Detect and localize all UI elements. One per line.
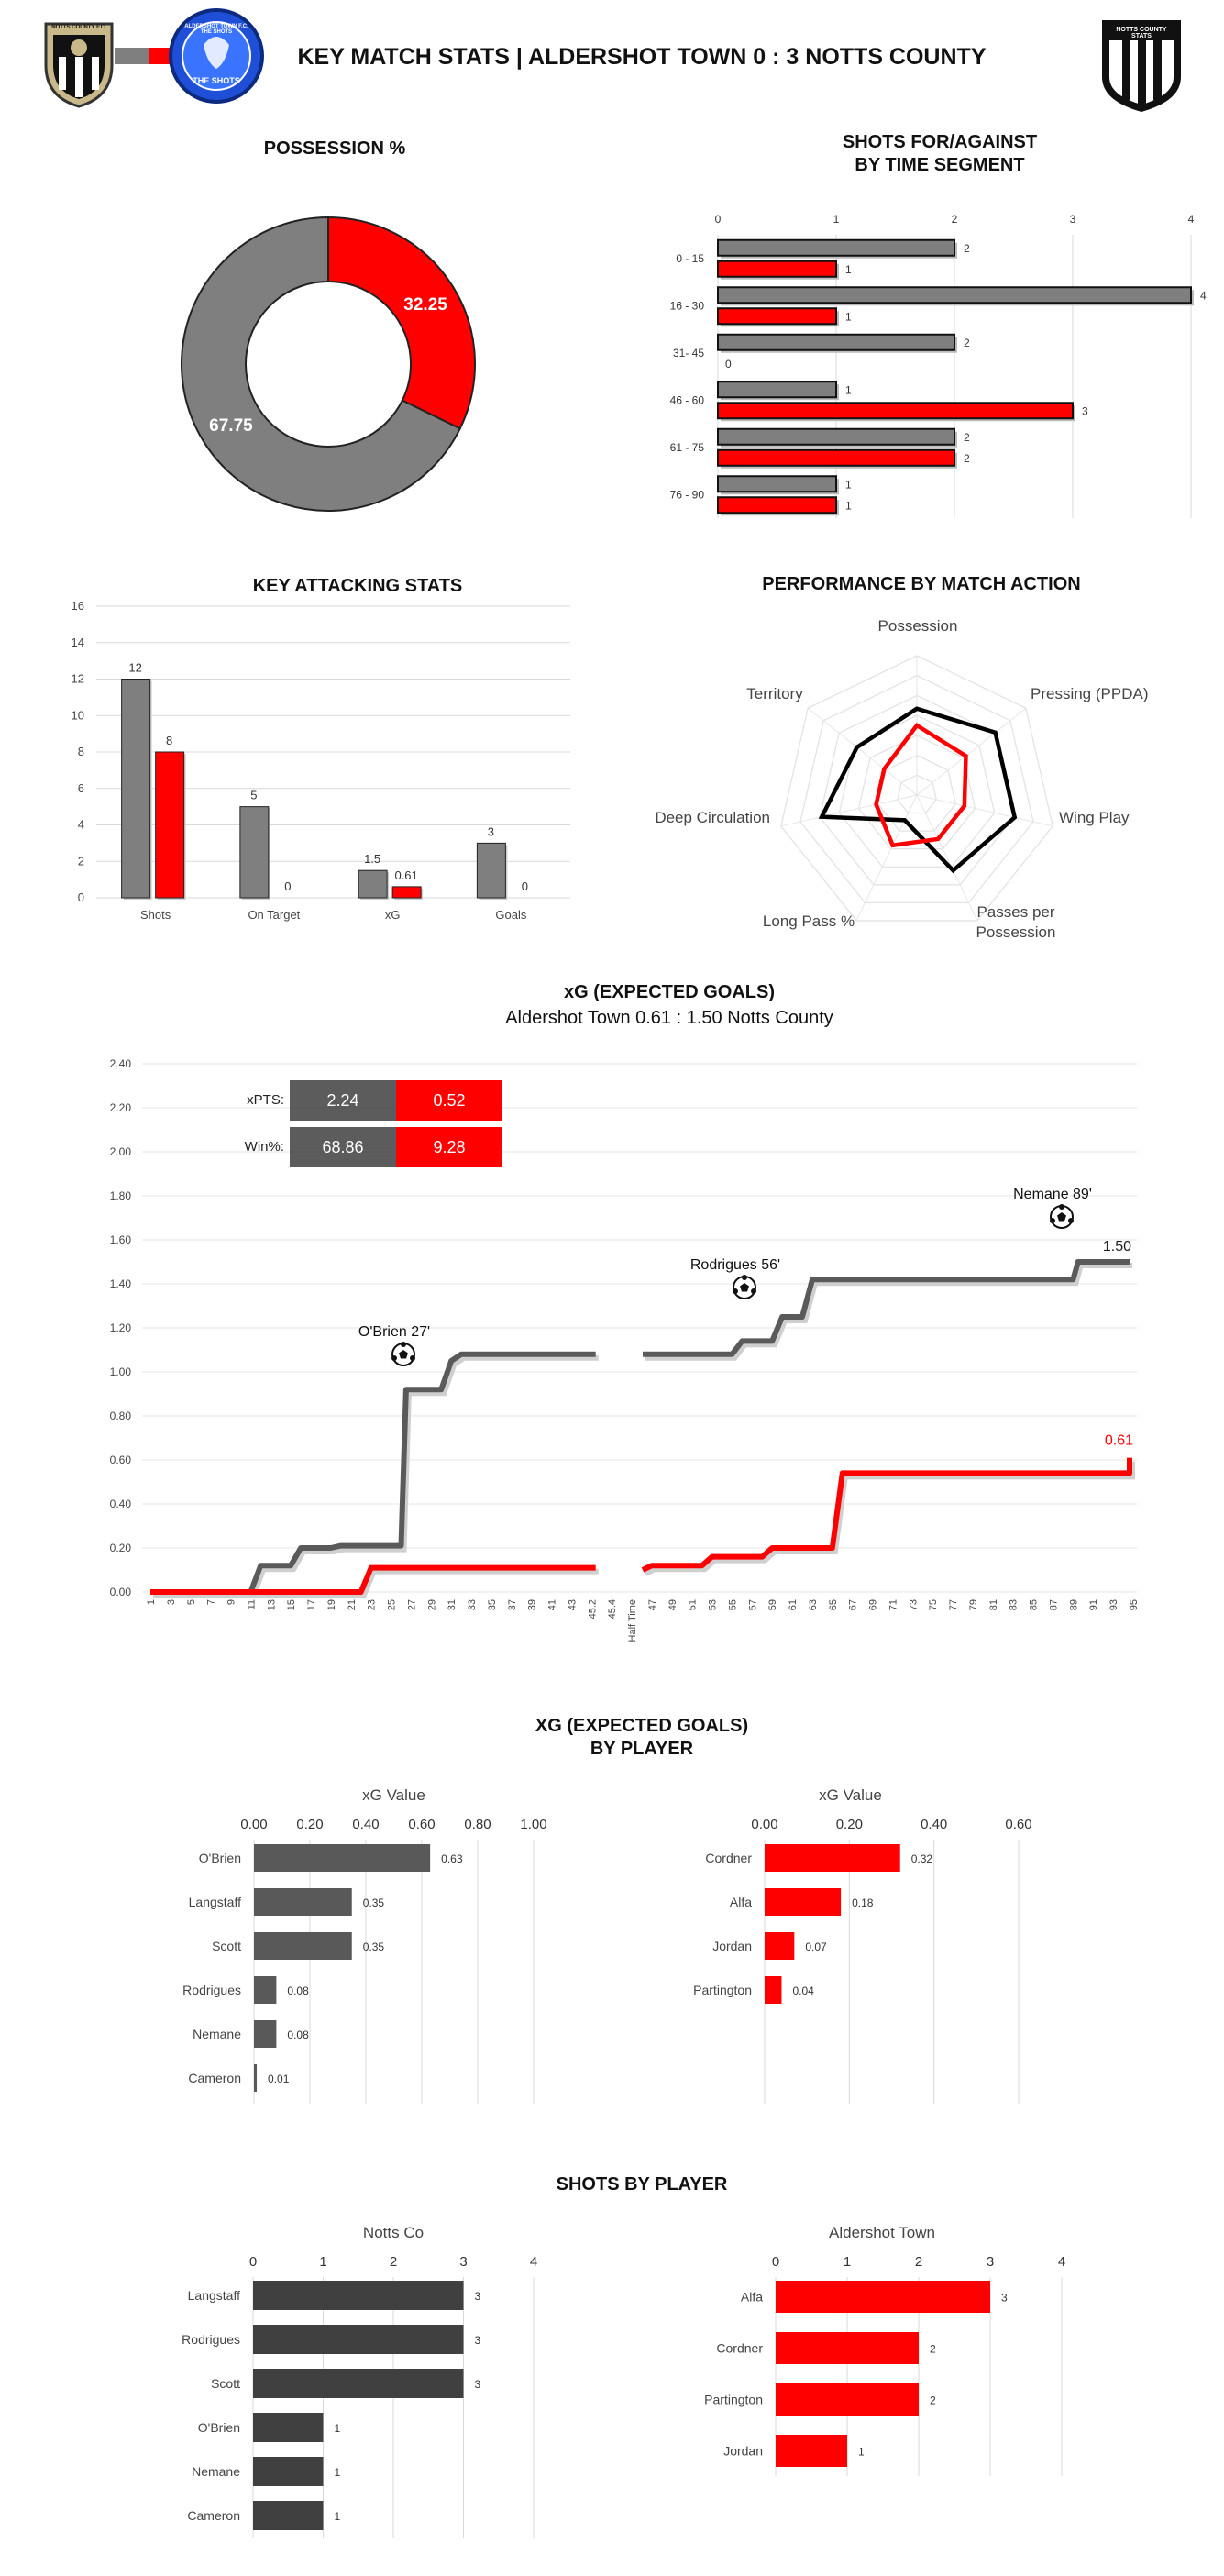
category-label: Cordner (716, 2340, 763, 2356)
tick-label: 77 (948, 1599, 960, 1611)
tick-label: 1 (146, 1599, 157, 1606)
tick-label: 1.40 (109, 1277, 131, 1290)
data-label: 1 (334, 2422, 341, 2435)
data-label: 2 (964, 241, 970, 255)
tick-label: 2 (77, 854, 84, 868)
tick-label: 2 (389, 2254, 398, 2270)
tick-label: 0.00 (751, 1817, 778, 1832)
table-value: 9.28 (433, 1138, 466, 1156)
chart-title: SHOTS BY PLAYER (556, 2174, 728, 2195)
tick-label: 2.40 (109, 1057, 131, 1070)
tick-label: 85 (1028, 1599, 1040, 1611)
tick-label: 83 (1008, 1599, 1020, 1611)
radar-axis-label: Passes per (976, 903, 1055, 921)
tick-label: 0 (714, 213, 722, 226)
category-label: Langstaff (187, 2288, 240, 2303)
tick-label: 12 (71, 671, 84, 686)
data-label: 3 (487, 824, 494, 839)
tick-label: 27 (406, 1599, 418, 1611)
tick-label: 21 (346, 1599, 358, 1611)
data-label: 1 (845, 383, 852, 397)
tick-label: 1 (843, 2254, 852, 2270)
category-label: Goals (495, 908, 527, 922)
tick-label: 3 (459, 2254, 468, 2270)
tick-label: 19 (325, 1599, 337, 1611)
tick-label: 14 (71, 635, 84, 649)
bar (253, 2281, 464, 2310)
data-label: 0.61 (394, 868, 418, 882)
data-label: 67.75 (209, 416, 253, 437)
radar-axis-label: Possession (877, 617, 958, 635)
tick-label: 1 (319, 2254, 327, 2270)
table-row-label: Win%: (244, 1139, 284, 1155)
tick-label: 5 (185, 1599, 197, 1606)
data-label: 2 (964, 451, 970, 465)
tick-label: 81 (987, 1599, 999, 1611)
data-label: 2 (964, 430, 970, 444)
bar (253, 2325, 464, 2354)
bar (253, 2369, 464, 2398)
tick-label: 1.00 (520, 1817, 547, 1832)
category-label: 76 - 90 (669, 488, 704, 502)
bar (253, 2501, 324, 2530)
data-label: 0.61 (1104, 1432, 1133, 1449)
tick-label: 3 (986, 2254, 995, 2270)
tick-label: 47 (646, 1599, 658, 1611)
bar (253, 2457, 324, 2486)
data-label: 1 (334, 2510, 341, 2523)
data-label: 3 (1082, 404, 1088, 418)
tick-label: 41 (546, 1599, 558, 1611)
tick-label: 1 (833, 213, 840, 226)
tick-label: 0.60 (109, 1454, 131, 1466)
bar (776, 2435, 847, 2467)
data-label: 2 (930, 2394, 936, 2407)
category-label: xG (384, 908, 401, 922)
data-label: 4 (1200, 289, 1207, 303)
tick-label: 13 (266, 1599, 278, 1611)
data-label: 1.5 (364, 852, 381, 867)
chart-title: xG (EXPECTED GOALS) (563, 982, 776, 1002)
tick-label: 17 (306, 1599, 318, 1611)
tick-label: 0.00 (240, 1817, 268, 1832)
tick-label: Half Time (627, 1599, 639, 1642)
tick-label: 67 (847, 1599, 859, 1611)
tick-label: 2 (914, 2254, 923, 2270)
tick-label: 71 (888, 1599, 899, 1611)
data-label: 3 (474, 2334, 481, 2347)
category-label: Langstaff (188, 1895, 241, 1909)
tick-label: 1.00 (109, 1365, 131, 1378)
bar (776, 2332, 919, 2364)
data-label: 3 (1001, 2291, 1008, 2305)
home-crest-text: NOTTS COUNTY F.C. (51, 25, 106, 30)
category-label: Partington (704, 2392, 763, 2407)
data-label: 0.32 (910, 1852, 933, 1865)
brand-logo-label: NOTTS COUNTY STATS (1116, 27, 1167, 39)
tick-label: 79 (967, 1599, 979, 1611)
tick-label: 0.20 (296, 1817, 324, 1832)
tick-label: 43 (567, 1599, 579, 1611)
data-label: 0.35 (362, 1896, 385, 1909)
tick-label: 0.60 (408, 1817, 436, 1832)
tick-label: 61 (788, 1599, 799, 1611)
table-value: 2.24 (326, 1091, 359, 1110)
category-label: Alfa (729, 1895, 752, 1909)
category-label: Scott (211, 2376, 240, 2391)
data-label: 3 (474, 2378, 481, 2391)
tick-label: 0 (77, 890, 84, 904)
chart-title: KEY ATTACKING STATS (252, 576, 463, 596)
tick-label: 15 (286, 1599, 298, 1611)
data-label: 2 (964, 336, 970, 349)
category-label: O'Brien (198, 1851, 241, 1865)
tick-label: 25 (386, 1599, 398, 1611)
tick-label: 1.60 (109, 1233, 131, 1246)
tick-label: 7 (205, 1599, 217, 1606)
tick-label: 57 (747, 1599, 759, 1611)
category-label: Alfa (740, 2289, 763, 2305)
tick-label: 35 (486, 1599, 498, 1611)
category-label: O'Brien (197, 2420, 240, 2435)
tick-label: 91 (1088, 1599, 1100, 1611)
data-label: 1 (858, 2445, 865, 2459)
away-crest-text: ALDERSHOT TOWN F.C. THE SHOTS (184, 24, 248, 35)
category-label: Cordner (705, 1851, 752, 1865)
axis-title: xG Value (819, 1786, 882, 1804)
data-label: 0.35 (362, 1940, 385, 1953)
tick-label: 8 (77, 745, 84, 758)
category-label: 31- 45 (672, 346, 704, 359)
tick-label: 23 (366, 1599, 378, 1611)
category-label: Jordan (712, 1939, 752, 1953)
annotation-label: O'Brien 27' (358, 1324, 431, 1340)
bar (776, 2281, 990, 2313)
data-label: 0.63 (441, 1852, 463, 1865)
annotation-label: Nemane 89' (1013, 1187, 1092, 1202)
tick-label: 37 (506, 1599, 518, 1611)
category-label: Jordan (723, 2443, 763, 2459)
tick-label: 0.60 (1005, 1817, 1032, 1832)
category-label: Partington (693, 1983, 752, 1997)
category-label: 16 - 30 (669, 299, 704, 313)
category-label: On Target (248, 908, 301, 922)
data-label: 0.18 (852, 1896, 874, 1909)
tick-label: 55 (727, 1599, 739, 1611)
data-label: 1 (845, 499, 852, 513)
tick-label: 3 (165, 1599, 177, 1606)
chart-title: XG (EXPECTED GOALS) BY PLAYER (535, 1716, 749, 1759)
tick-label: 53 (707, 1599, 719, 1611)
tick-label: 4 (529, 2254, 538, 2270)
tick-label: 2 (951, 213, 958, 226)
tick-label: 2.00 (109, 1145, 131, 1158)
tick-label: 45.4 (607, 1599, 619, 1620)
tick-label: 39 (526, 1599, 538, 1611)
tick-label: 0.40 (921, 1817, 948, 1832)
tick-label: 65 (827, 1599, 839, 1611)
data-label: 1 (845, 478, 852, 492)
data-label: 0.07 (805, 1940, 827, 1953)
tick-label: 0.80 (464, 1817, 491, 1832)
category-label: 46 - 60 (669, 393, 704, 407)
svg-text:THE SHOTS: THE SHOTS (193, 76, 240, 85)
axis-title: Notts Co (362, 2224, 425, 2241)
data-label: 8 (166, 734, 173, 747)
radar-axis-label: Territory (746, 685, 803, 702)
bar (253, 2413, 324, 2442)
tick-label: 95 (1129, 1599, 1140, 1611)
chart-title: POSSESSION % (263, 138, 406, 159)
radar-axis-label: Possession (976, 923, 1056, 941)
tick-label: 33 (467, 1599, 479, 1611)
data-label: 0 (725, 357, 732, 370)
tick-label: 11 (246, 1599, 258, 1610)
tick-label: 0.20 (835, 1817, 863, 1832)
data-label: 0.04 (792, 1985, 814, 1997)
table-value: 0.52 (433, 1091, 466, 1110)
tick-label: 4 (1187, 213, 1195, 226)
tick-label: 9 (226, 1599, 237, 1606)
chart-title: SHOTS FOR/AGAINST BY TIME SEGMENT (842, 132, 1038, 175)
radar-axis-label: Wing Play (1059, 809, 1130, 826)
tick-label: 51 (687, 1599, 699, 1611)
tick-label: 4 (77, 817, 84, 832)
tick-label: 16 (71, 599, 84, 613)
data-label: 3 (474, 2290, 481, 2303)
tick-label: 89 (1068, 1599, 1080, 1611)
tick-label: 29 (426, 1599, 438, 1611)
category-label: Rodrigues (182, 1983, 241, 1997)
data-label: 0.01 (268, 2073, 290, 2085)
data-label: 5 (250, 788, 258, 802)
axis-title: Aldershot Town (829, 2224, 935, 2241)
tick-label: 0.20 (109, 1542, 131, 1554)
tick-label: 2.20 (109, 1101, 131, 1114)
tick-label: 31 (447, 1599, 458, 1611)
category-label: Cameron (188, 2071, 241, 2085)
category-label: Scott (212, 1939, 241, 1953)
bar (776, 2383, 919, 2416)
tick-label: 49 (667, 1599, 678, 1611)
tick-label: 75 (928, 1599, 940, 1611)
annotation-label: Rodrigues 56' (689, 1257, 781, 1273)
tick-label: 0 (771, 2254, 780, 2270)
table-value: 68.86 (322, 1138, 364, 1156)
axis-title: xG Value (362, 1786, 425, 1804)
tick-label: 0.80 (109, 1410, 131, 1422)
tick-label: 10 (71, 708, 84, 723)
data-label: 0.08 (287, 2029, 309, 2041)
tick-label: 87 (1048, 1599, 1060, 1611)
tick-label: 0.40 (109, 1498, 131, 1510)
data-label: 12 (128, 660, 142, 675)
data-label: 1 (845, 310, 852, 324)
category-label: 0 - 15 (676, 251, 704, 265)
tick-label: 1.20 (109, 1321, 131, 1334)
tick-label: 0 (248, 2254, 258, 2270)
tick-label: 4 (1057, 2254, 1066, 2270)
radar-axis-label: Long Pass % (762, 912, 855, 930)
tick-label: 45.2 (587, 1599, 599, 1620)
category-label: Nemane (192, 2464, 240, 2479)
tick-label: 1.80 (109, 1189, 131, 1202)
radar-axis-label: Deep Circulation (655, 809, 770, 826)
page-title: KEY MATCH STATS | ALDERSHOT TOWN 0 : 3 NOTTS COUNTY (297, 44, 987, 70)
tick-label: 69 (867, 1599, 879, 1611)
category-label: Rodrigues (182, 2332, 240, 2347)
data-label: 1 (845, 262, 852, 276)
tick-label: 3 (1069, 213, 1076, 226)
tick-label: 59 (767, 1599, 779, 1611)
data-label: 1 (334, 2466, 341, 2479)
tick-label: 0.00 (109, 1586, 131, 1598)
tick-label: 6 (77, 780, 84, 795)
category-label: Cameron (187, 2508, 240, 2523)
radar-axis-label: Pressing (PPDA) (1031, 685, 1149, 702)
data-label: 0 (521, 879, 528, 893)
data-label: 1.50 (1102, 1239, 1131, 1255)
category-label: 61 - 75 (669, 440, 704, 454)
table-row-label: xPTS: (247, 1092, 284, 1108)
category-label: Shots (140, 908, 171, 922)
tick-label: 63 (807, 1599, 819, 1611)
data-label: 0.08 (287, 1985, 309, 1997)
tick-label: 0.40 (352, 1817, 380, 1832)
data-label: 2 (930, 2342, 936, 2356)
data-label: 32.25 (403, 294, 447, 315)
tick-label: 73 (908, 1599, 920, 1611)
category-label: Nemane (193, 2027, 241, 2041)
tick-label: 93 (1108, 1599, 1120, 1611)
chart-title: PERFORMANCE BY MATCH ACTION (762, 574, 1081, 594)
data-label: 0 (284, 879, 292, 893)
chart-subtitle: Aldershot Town 0.61 : 1.50 Notts County (505, 1008, 833, 1028)
